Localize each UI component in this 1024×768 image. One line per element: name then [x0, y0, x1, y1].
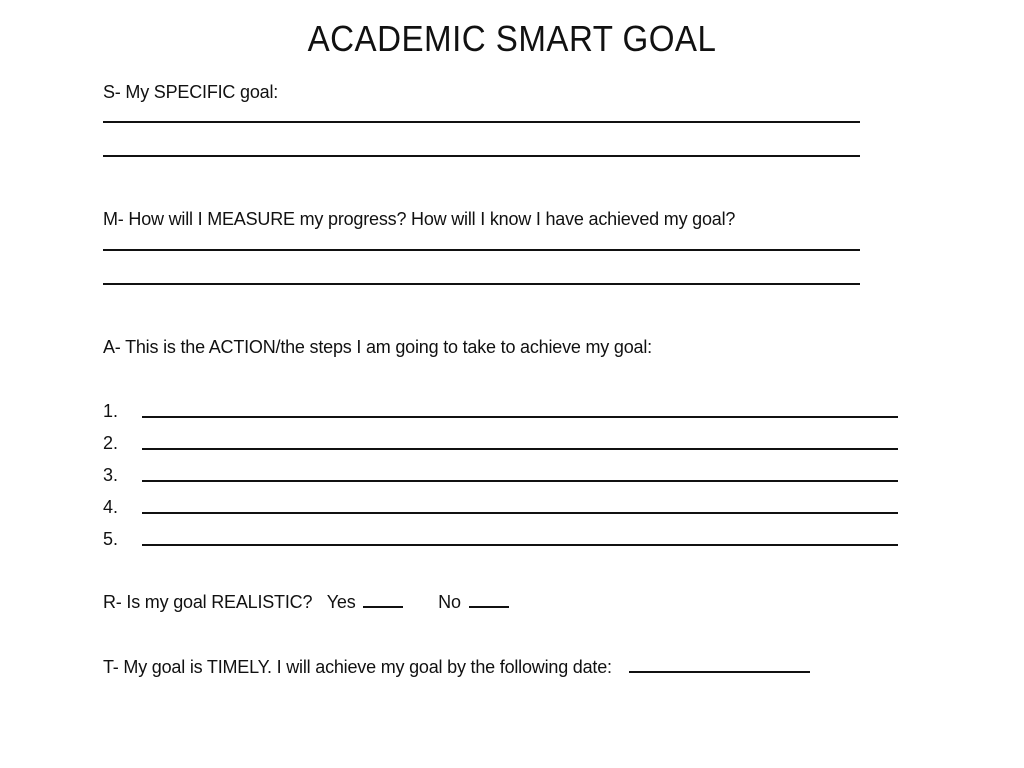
measure-answer-line-1[interactable]	[103, 249, 860, 251]
step-number-2: 2.	[103, 433, 119, 453]
realistic-row	[103, 592, 509, 612]
realistic-no-blank[interactable]	[469, 592, 509, 608]
realistic-yes-blank[interactable]	[363, 592, 403, 608]
step-number-5: 5.	[103, 529, 119, 549]
action-prompt: A- This is the ACTION/the steps I am going to take to achieve my goal:	[103, 337, 652, 357]
step-answer-line-5[interactable]	[142, 544, 898, 546]
realistic-no-label: No	[438, 592, 461, 612]
step-number-3: 3.	[103, 465, 119, 485]
timely-date-blank[interactable]	[629, 657, 810, 673]
measure-prompt: M- How will I MEASURE my progress? How will I know I have achieved my goal?	[103, 209, 736, 229]
measure-answer-line-2[interactable]	[103, 283, 860, 285]
step-answer-line-4[interactable]	[142, 512, 898, 514]
step-answer-line-1[interactable]	[142, 416, 898, 418]
specific-prompt: S- My SPECIFIC goal:	[103, 82, 279, 102]
realistic-yes-label: Yes	[326, 592, 356, 612]
timely-prompt: T- My goal is TIMELY. I will achieve my goal by the following date:	[103, 657, 612, 677]
specific-answer-line-1[interactable]	[103, 121, 860, 123]
specific-answer-line-2[interactable]	[103, 155, 860, 157]
step-number-1: 1.	[103, 401, 119, 421]
timely-row	[103, 657, 810, 677]
page-title: ACADEMIC SMART GOAL	[307, 18, 717, 59]
step-answer-line-3[interactable]	[142, 480, 898, 482]
step-answer-line-2[interactable]	[142, 448, 898, 450]
step-number-4: 4.	[103, 497, 119, 517]
realistic-prompt: R- Is my goal REALISTIC?	[103, 592, 313, 612]
